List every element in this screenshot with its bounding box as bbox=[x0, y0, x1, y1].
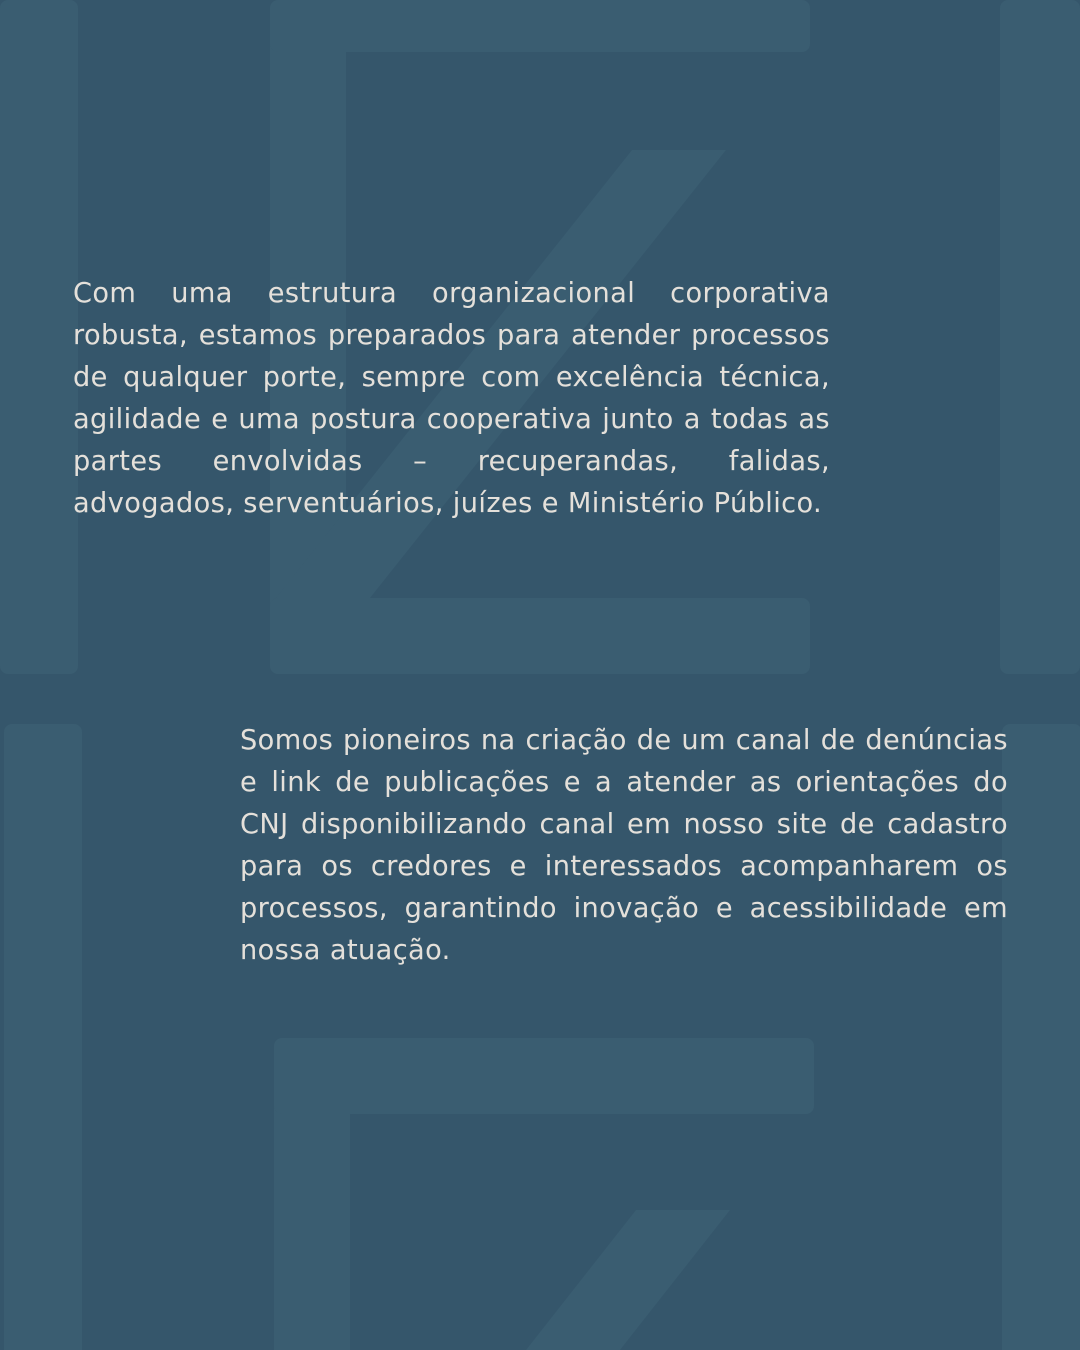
watermark-left-bar-lower bbox=[4, 724, 82, 1350]
watermark-right-bar bbox=[1000, 0, 1080, 674]
innovation-paragraph: Somos pioneiros na criação de um canal de denúncias e link de publicações e a atender as orientações do CNJ disponibilizando canal em nosso site de cadastro para os credores e interessados acompanharem os processos, garantindo inovação e acessibilidade em nossa atuação. bbox=[240, 725, 1008, 966]
intro-paragraph: Com uma estrutura organizacional corporativa robusta, estamos preparados para atender processos de qualquer porte, sempre com excelência técnica, agilidade e uma postura cooperativa junto a todas as partes envolvidas – recuperandas, falidas, advogados, serventuários, juízes e Ministério Público. bbox=[73, 278, 830, 519]
watermark-bottom-bar bbox=[270, 598, 810, 674]
watermark-top-bar bbox=[270, 0, 810, 52]
watermark-right-bar-lower bbox=[1002, 724, 1080, 1350]
watermark-top-bar-lower bbox=[274, 1038, 814, 1114]
watermark-left-bar bbox=[0, 0, 78, 674]
